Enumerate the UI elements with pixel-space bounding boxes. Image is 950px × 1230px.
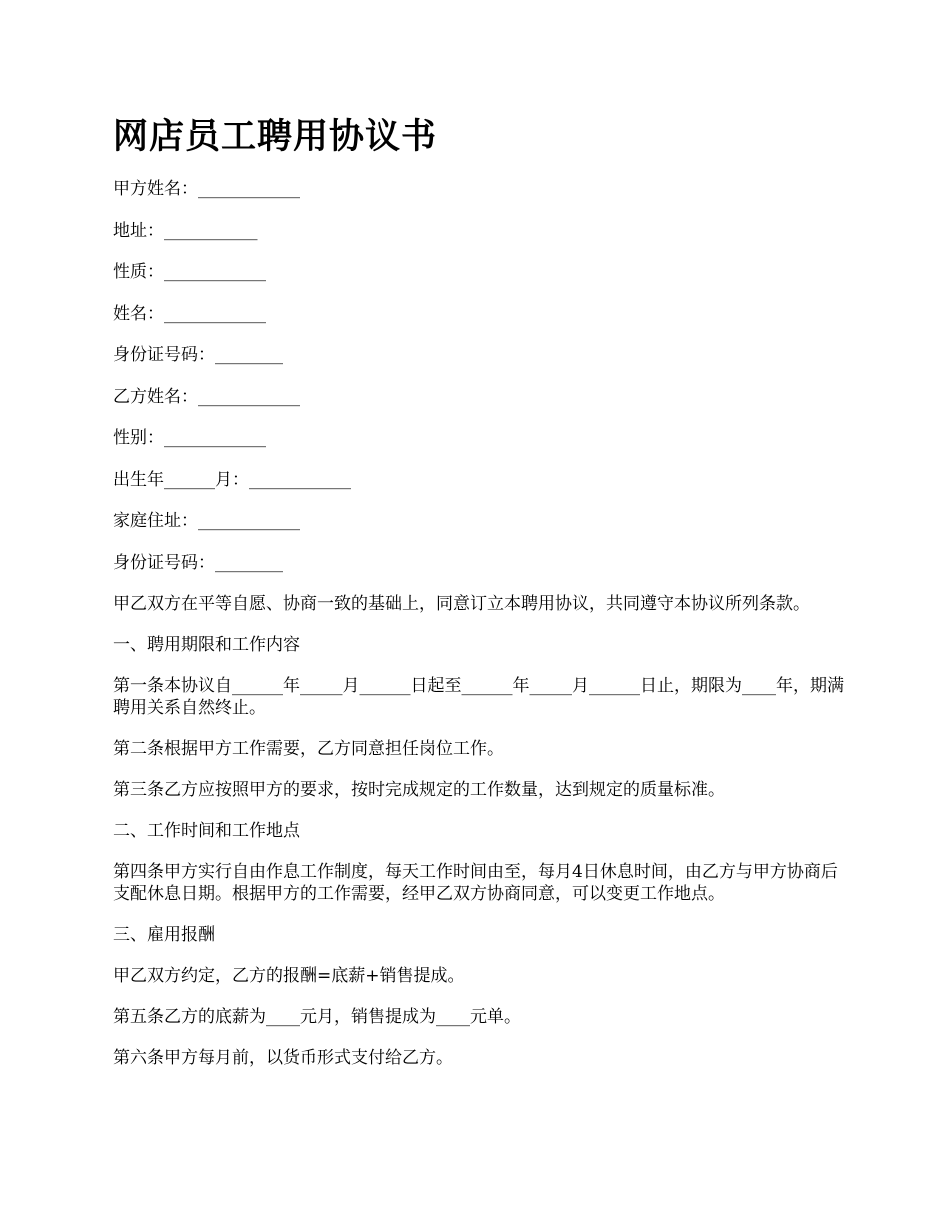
field-nature: 性质：____________ xyxy=(113,262,266,282)
field-gender: 性别：____________ xyxy=(113,428,266,448)
section-heading-2: 二、工作时间和工作地点 xyxy=(113,821,300,841)
article-4: 第四条甲方实行自由作息工作制度，每天工作时间由至，每月4日休息时间，由乙方与甲方协商后支配休息日期。根据甲方的工作需要，经甲乙双方协商同意，可以变更工作地点。 xyxy=(113,862,838,904)
field-party-b-name: 乙方姓名：____________ xyxy=(113,386,300,407)
field-id-number-b: 身份证号码：________ xyxy=(113,552,283,573)
article-2: 第二条根据甲方工作需要，乙方同意担任岗位工作。 xyxy=(113,739,504,759)
document-page xyxy=(113,112,853,1088)
field-party-a-name: 甲方姓名：____________ xyxy=(113,179,300,199)
field-birth: 出生年______月：____________ xyxy=(113,469,351,490)
field-id-number-a: 身份证号码：________ xyxy=(113,345,283,365)
article-3: 第三条乙方应按照甲方的要求，按时完成规定的工作数量，达到规定的质量标准。 xyxy=(113,780,725,800)
pay-rule: 甲乙双方约定，乙方的报酬=底薪+销售提成。 xyxy=(113,966,465,986)
field-address: 地址：___________ xyxy=(113,220,258,241)
section-heading-1: 一、聘用期限和工作内容 xyxy=(113,635,300,655)
article-1: 第一条本协议自______年_____月______日起至______年_____月______日止，期限为____年，期满聘用关系自然终止。 xyxy=(113,676,844,718)
document-title: 网店员工聘用协议书 xyxy=(113,116,438,157)
article-6: 第六条甲方每月前，以货币形式支付给乙方。 xyxy=(113,1048,453,1068)
field-home-address: 家庭住址：____________ xyxy=(113,511,300,531)
article-5: 第五条乙方的底薪为____元月，销售提成为____元单。 xyxy=(113,1007,521,1027)
field-name: 姓名：____________ xyxy=(113,303,266,324)
section-heading-3: 三、雇用报酬 xyxy=(113,925,215,945)
intro-paragraph: 甲乙双方在平等自愿、协商一致的基础上，同意订立本聘用协议，共同遵守本协议所列条款。 xyxy=(113,594,810,614)
